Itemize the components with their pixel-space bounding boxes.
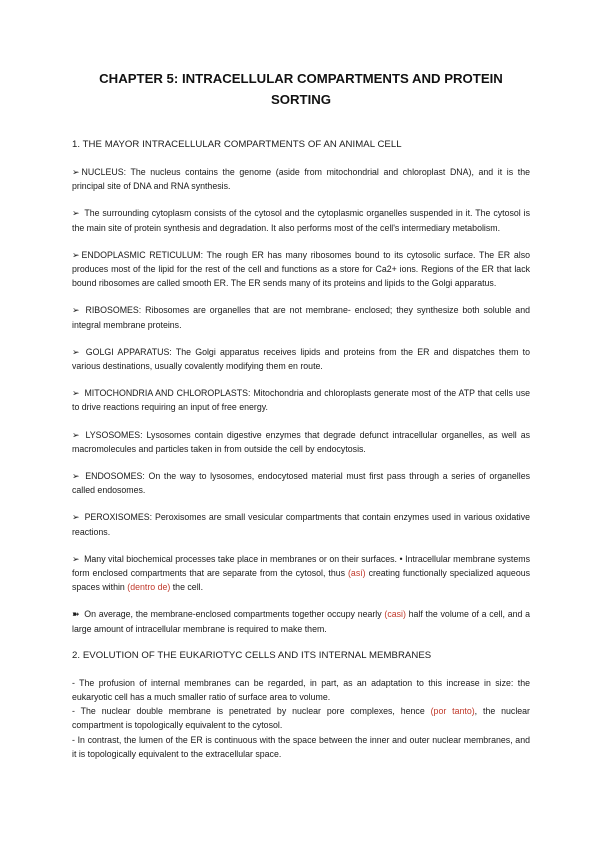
spanish-gloss: (casi) xyxy=(384,609,406,620)
paragraph-text: RIBOSOMES: Ribosomes are organelles that are not membrane- enclosed; they synthesize both soluble and integral membrane proteins. xyxy=(72,305,530,330)
evolution-line-2 xyxy=(72,704,530,732)
paragraph-text: NUCLEUS: The nucleus contains the genome (aside from mitochondrial and chloroplast DNA), and it is the principal site of DNA and RNA synthesis. xyxy=(72,167,530,192)
arrow-bullet-icon: ➢ xyxy=(72,512,80,523)
paragraph-text: ENDOPLASMIC RETICULUM: The rough ER has many ribosomes bound to its cytosolic surface. The ER also produces most of the lipid for the rest of the cell and functions as a store for Ca2+ ions. Regions of the ER that lack bound ribosomes are called smooth ER. The ER sends many of its proteins and lipids to the Golgi apparatus. xyxy=(72,249,530,289)
section-1-heading: 1. THE MAYOR INTRACELLULAR COMPARTMENTS OF AN ANIMAL CELL xyxy=(72,139,402,150)
paragraph-mitochondria xyxy=(72,386,530,414)
paragraph-text: creating functionally specialized aqueous spaces within xyxy=(72,568,531,593)
spanish-gloss: (dentro de) xyxy=(127,582,171,593)
paragraph-nucleus xyxy=(72,165,530,193)
arrow-bullet-icon: ➢ xyxy=(72,388,80,399)
paragraph-text: ENDOSOMES: On the way to lysosomes, endocytosed material must first pass through a series of organelles called endosomes. xyxy=(72,471,530,496)
evolution-list xyxy=(72,676,530,761)
arrow-bullet-icon: ➢ xyxy=(72,167,80,177)
arrow-bullet-icon: ➢ xyxy=(72,249,80,260)
paragraph-text: On average, the membrane-enclosed compartments together occupy nearly xyxy=(81,609,385,620)
paragraph-golgi xyxy=(72,345,530,373)
spanish-gloss: (así) xyxy=(348,568,366,579)
arrow-bullet-icon: ➢ xyxy=(72,429,80,440)
paragraph-text: Many vital biochemical processes take place in membranes or on their surfaces. • Intracellular membrane systems form enclosed compartments that are separate from the cytosol, thus xyxy=(72,553,530,579)
paragraph-endosomes xyxy=(72,469,530,497)
arrow-bullet-icon: ➢ xyxy=(72,553,80,564)
paragraph-endoplasmic-reticulum xyxy=(72,248,530,291)
evolution-line-3: - In contrast, the lumen of the ER is continuous with the space between the inner and outer nuclear membranes, and it is topologically equivalent to the extracellular space. xyxy=(72,734,530,759)
paragraph-peroxisomes xyxy=(72,510,530,538)
paragraph-text: The surrounding cytoplasm consists of the cytosol and the cytoplasmic organelles suspended in it. The cytosol is the main site of protein synthesis and degradation. It also performs most of the cell's intermediary metabolism. xyxy=(72,208,530,233)
evolution-line-1: - The profusion of internal membranes can be regarded, in part, as an adaptation to this increase in size: the eukaryotic cell has a much smaller ratio of surface area to volume. xyxy=(72,677,530,703)
paragraph-text: GOLGI APPARATUS: The Golgi apparatus receives lipids and proteins from the ER and dispatches them to various destinations, usually covalently modifying them en route. xyxy=(72,346,530,372)
feathered-arrow-bullet-icon: ➽ xyxy=(72,609,80,620)
chapter-title: CHAPTER 5: INTRACELLULAR COMPARTMENTS AND PROTEIN SORTING xyxy=(99,71,503,107)
arrow-bullet-icon: ➢ xyxy=(72,471,80,482)
paragraph-text: MITOCHONDRIA AND CHLOROPLASTS: Mitochondria and chloroplasts generate most of the ATP that cells use to drive reactions requiring an input of free energy. xyxy=(72,388,530,413)
paragraph-lysosomes xyxy=(72,428,530,456)
paragraph-membranes xyxy=(72,552,530,595)
paragraph-text: the cell. xyxy=(170,582,204,593)
paragraph-text: LYSOSOMES: Lysosomes contain digestive enzymes that degrade defunct intracellular organelles, as well as macromolecules and particles taken in from outside the cell by endocytosis. xyxy=(72,429,530,454)
spanish-gloss: (por tanto) xyxy=(430,706,475,717)
paragraph-average-volume xyxy=(72,607,530,635)
arrow-bullet-icon: ➢ xyxy=(72,208,80,219)
paragraph-text: - The nuclear double membrane is penetrated by nuclear pore complexes, hence xyxy=(72,706,431,717)
arrow-bullet-icon: ➢ xyxy=(72,346,80,357)
paragraph-text: , the nuclear compartment is topologically equivalent to the cytosol. xyxy=(72,706,530,731)
paragraph-cytoplasm xyxy=(72,206,530,234)
paragraph-text: PEROXISOMES: Peroxisomes are small vesicular compartments that contain enzymes used in various oxidative reactions. xyxy=(72,512,530,537)
paragraph-text: half the volume of a cell, and a large amount of intracellular membrane is required to make them. xyxy=(72,609,530,634)
arrow-bullet-icon: ➢ xyxy=(72,305,80,316)
section-2-heading: 2. EVOLUTION OF THE EUKARIOTYC CELLS AND ITS INTERNAL MEMBRANES xyxy=(72,649,432,661)
paragraph-ribosomes xyxy=(72,303,530,331)
